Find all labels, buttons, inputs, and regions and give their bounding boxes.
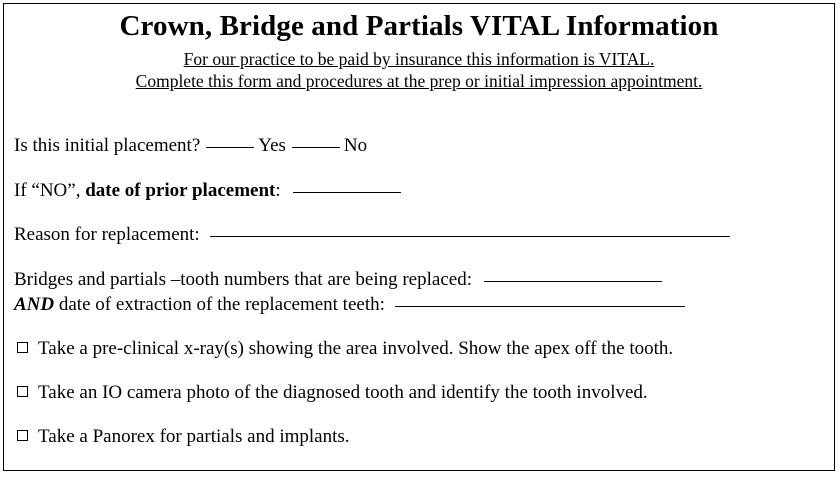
checkbox[interactable] [17,430,28,441]
checklist-item [14,382,648,404]
extraction-date-label: date of extraction of the replacement teeth: [54,294,385,315]
prior-placement-bold-label: date of prior placement [85,180,276,201]
extraction-date-blank[interactable] [395,305,685,307]
extraction-date-question [14,294,689,316]
tooth-numbers-question [14,269,666,291]
prior-placement-prefix: If “NO”, [14,180,86,201]
prior-placement-colon: : [275,180,281,201]
checklist-item [14,426,350,448]
prior-placement-question [14,180,405,202]
replacement-reason-label: Reason for replacement: [14,224,200,245]
form-title: Crown, Bridge and Partials VITAL Information [119,10,719,42]
form-subtitle-insurance: For our practice to be paid by insurance this information is VITAL. [183,49,655,69]
no-label: No [343,135,368,156]
tooth-numbers-label: Bridges and partials –tooth numbers that are being replaced: [14,269,472,290]
prior-placement-date-blank[interactable] [293,191,401,193]
checklist-item-label: Take an IO camera photo of the diagnosed tooth and identify the tooth involved. [38,382,648,403]
extraction-and-label: AND [14,294,55,315]
no-blank[interactable] [292,146,340,148]
replacement-reason-blank[interactable] [210,235,730,237]
replacement-reason-question [14,224,734,246]
checklist-item-label: Take a Panorex for partials and implants. [38,426,350,447]
yes-label: Yes [258,135,286,156]
yes-blank[interactable] [206,146,254,148]
tooth-numbers-blank[interactable] [484,280,662,282]
initial-placement-label: Is this initial placement? [14,135,201,156]
vital-info-form [3,3,835,471]
checkbox[interactable] [17,386,28,397]
initial-placement-question [14,135,367,157]
checklist-item-label: Take a pre-clinical x-ray(s) showing the area involved. Show the apex off the tooth. [38,338,674,359]
checkbox[interactable] [17,342,28,353]
form-subtitle-instructions: Complete this form and procedures at the prep or initial impression appointment. [135,71,703,91]
checklist-item [14,338,673,360]
